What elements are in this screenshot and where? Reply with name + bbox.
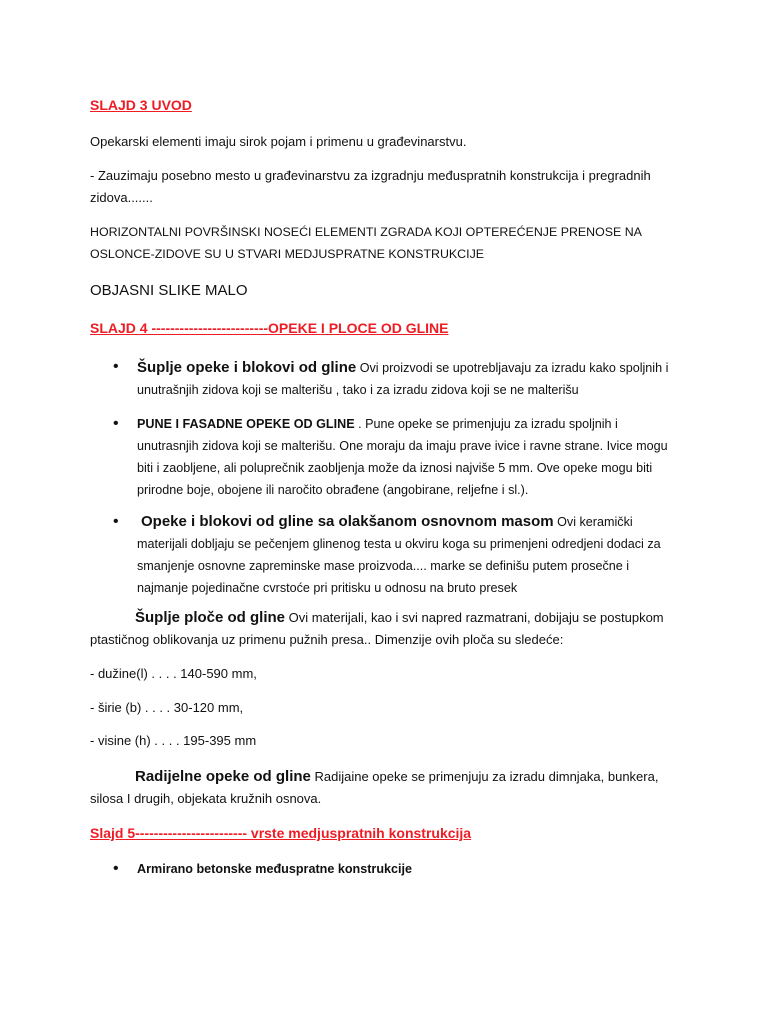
list-item-title: Opeke i blokovi od gline sa olakšanom osnovnom masom	[141, 513, 554, 530]
list-item-title: Šuplje opeke i blokovi od gline	[137, 359, 357, 376]
list-item-solid-bricks	[137, 413, 677, 501]
slide-5-heading: Slajd 5------------------------ vrste medjuspratnih konstrukcija	[90, 825, 472, 841]
slide-4-heading: SLAJD 4 -------------------------OPEKE I PLOCE OD GLINE	[90, 320, 449, 336]
bullet-marker: •	[113, 860, 119, 877]
list-item-hollow-bricks	[137, 357, 697, 401]
hollow-plates-paragraph	[90, 607, 670, 651]
dimension-length: - dužine(l) . . . . 140-590 mm,	[90, 666, 257, 681]
bullet-marker: •	[113, 415, 119, 432]
paragraph-title: Radijelne opeke od gline	[135, 768, 311, 785]
dimension-height: - visine (h) . . . . 195-395 mm	[90, 733, 257, 748]
paragraph-title: Šuplje ploče od gline	[135, 609, 286, 626]
list-item-text: Ovi keramički materijali dobljaju se pečenjem glinenog testa u okviru koga su primenjeni odredjeni dodaci za smanjenje osnovne zapreminske mase proizvoda.... marke se definišu putem prosečne i najmanje pojedinačne cvrstoće pri pritisku u odnosu na bruto presek	[137, 515, 661, 595]
list-item-text: . Pune opeke se primenjuju za izradu spoljnih i unutrasnjih zidova koji se malterišu. One moraju da imaju prave ivice i ravne strane. Ivice mogu biti i zaobljene, ali poluprečnik zaobljenja može da iznosi najviše 5 mm. Ove opeke mogu biti prirodne boje, obojene ili naročito obrađene (angobirane, reljefne i sl.).	[137, 417, 668, 497]
dimension-width: - širie (b) . . . . 30-120 mm,	[90, 700, 244, 715]
list-item-title: PUNE I FASADNE OPEKE OD GLINE	[137, 417, 355, 431]
list-item-reinforced-concrete: Armirano betonske međuspratne konstrukcije	[137, 862, 413, 876]
slide-3-heading: SLAJD 3 UVOD	[90, 97, 192, 113]
bullet-marker: •	[113, 513, 119, 530]
list-item-text: Ovi proizvodi se upotrebljavaju za izradu kako spoljnih i unutrašnjih zidova koji se malterišu , tako i za izradu zidova koji se ne malterišu	[137, 361, 669, 397]
paragraph-text: Radijaine opeke se primenjuju za izradu dimnjaka, bunkera, silosa I drugih, objekata kružnih osnova.	[90, 769, 659, 806]
usage-paragraph: - Zauzimaju posebno mesto u građevinarstvu za izgradnju međuspratnih konstrukcija i pregradnih zidova.......	[90, 168, 651, 205]
paragraph-text: Ovi materijali, kao i svi napred razmatrani, dobijaju se postupkom ptastičnog oblikovanja uz primenu pužnih presa.. Dimenzije ovih ploča su sledeće:	[90, 610, 664, 647]
list-item-lightweight-bricks	[137, 511, 682, 599]
note-paragraph: OBJASNI SLIKE MALO	[90, 282, 248, 299]
intro-paragraph: Opekarski elementi imaju sirok pojam i primenu u građevinarstvu.	[90, 134, 467, 149]
bullet-marker: •	[113, 358, 119, 375]
radial-bricks-paragraph	[90, 766, 670, 810]
definition-paragraph: HORIZONTALNI POVRŠINSKI NOSEĆI ELEMENTI ZGRADA KOJI OPTEREĆENJE PRENOSE NA OSLONCE-ZIDOVE SU U STVARI MEDJUSPRATNE KONSTRUKCIJE	[90, 225, 642, 261]
